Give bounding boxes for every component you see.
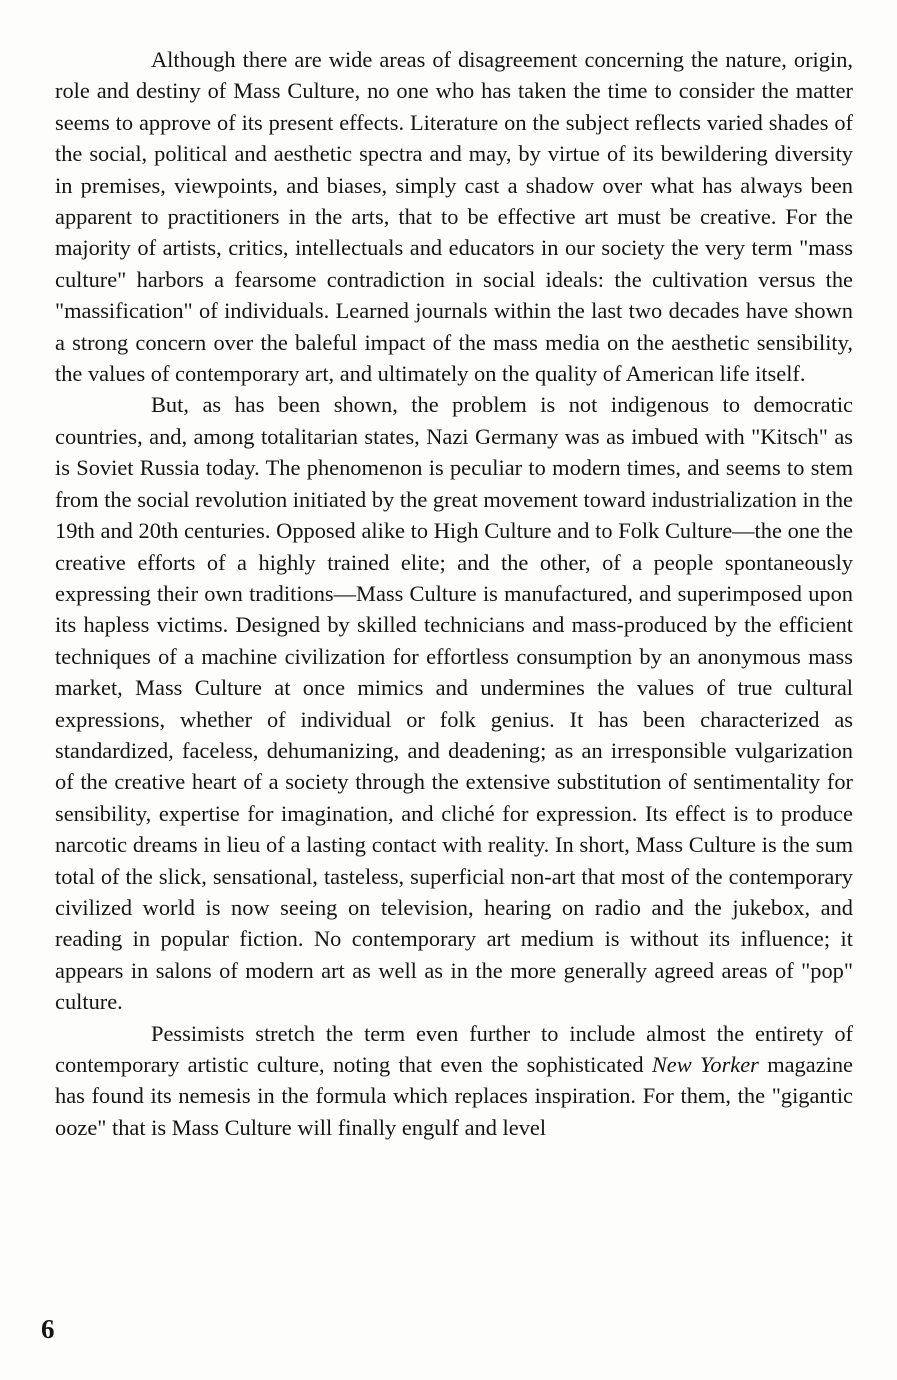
magazine-title: New Yorker (651, 1052, 759, 1077)
paragraph-2: But, as has been shown, the problem is not indigenous to democratic countries, and, among totalitarian states, Nazi Germany was as imbued with "Kitsch" as is Soviet Russia today. The phenomenon is peculiar to modern times, and seems to stem from the social revolution initiated by the great movement toward industrialization in the 19th and 20th centuries. Opposed alike to High Culture and to Folk Culture—the one the creative efforts of a highly trained elite; and the other, of a people spontaneously expressing their own traditions—Mass Culture is manufactured, and superimposed upon its hapless victims. Designed by skilled technicians and mass-produced by the efficient techniques of a machine civilization for effortless consumption by an anonymous mass market, Mass Culture at once mimics and undermines the values of true cultural expressions, whether of individual or folk genius. It has been characterized as standardized, faceless, dehumanizing, and deadening; as an irresponsible vulgarization of the creative heart of a society through the extensive substitution of sentimentality for sensibility, expertise for imagination, and cliché for expression. Its effect is to produce narcotic dreams in lieu of a lasting contact with reality. In short, Mass Culture is the sum total of the slick, sensational, tasteless, superficial non-art that most of the contemporary civilized world is now seeing on television, hearing on radio and the jukebox, and reading in popular fiction. No contemporary art medium is without its influence; it appears in salons of modern art as well as in the more generally agreed areas of "pop" culture. (55, 392, 853, 1015)
paragraph-3-end: magazine has found its nemesis in the formula which replaces inspiration. For them, the "gigantic ooze" that is Mass Culture will finally engulf and level (55, 1052, 853, 1140)
paragraph-3-start: Pessimists stretch the term even further to include almost the entirety of contemporary artistic culture, noting that even the sophisticated (55, 1020, 853, 1077)
paragraph-1: Although there are wide areas of disagreement concerning the nature, origin, role and destiny of Mass Culture, no one who has taken the time to consider the matter seems to approve of its present effects. Literature on the subject reflects varied shades of the social, political and aesthetic spectra and may, by virtue of its bewildering diversity in premises, viewpoints, and biases, simply cast a shadow over what has always been apparent to practitioners in the arts, that to be effective art must be creative. For the majority of artists, critics, intellectuals and educators in our society the very term "mass culture" harbors a fearsome contradiction in social ideals: the cultivation versus the "massification" of individuals. Learned journals within the last two decades have shown a strong concern over the baleful impact of the mass media on the aesthetic sensibility, the values of contemporary art, and ultimately on the quality of American life itself. (55, 47, 853, 387)
paragraph-3 (55, 1018, 853, 1144)
body-text (55, 44, 853, 1143)
page-number: 6 (41, 1314, 55, 1344)
